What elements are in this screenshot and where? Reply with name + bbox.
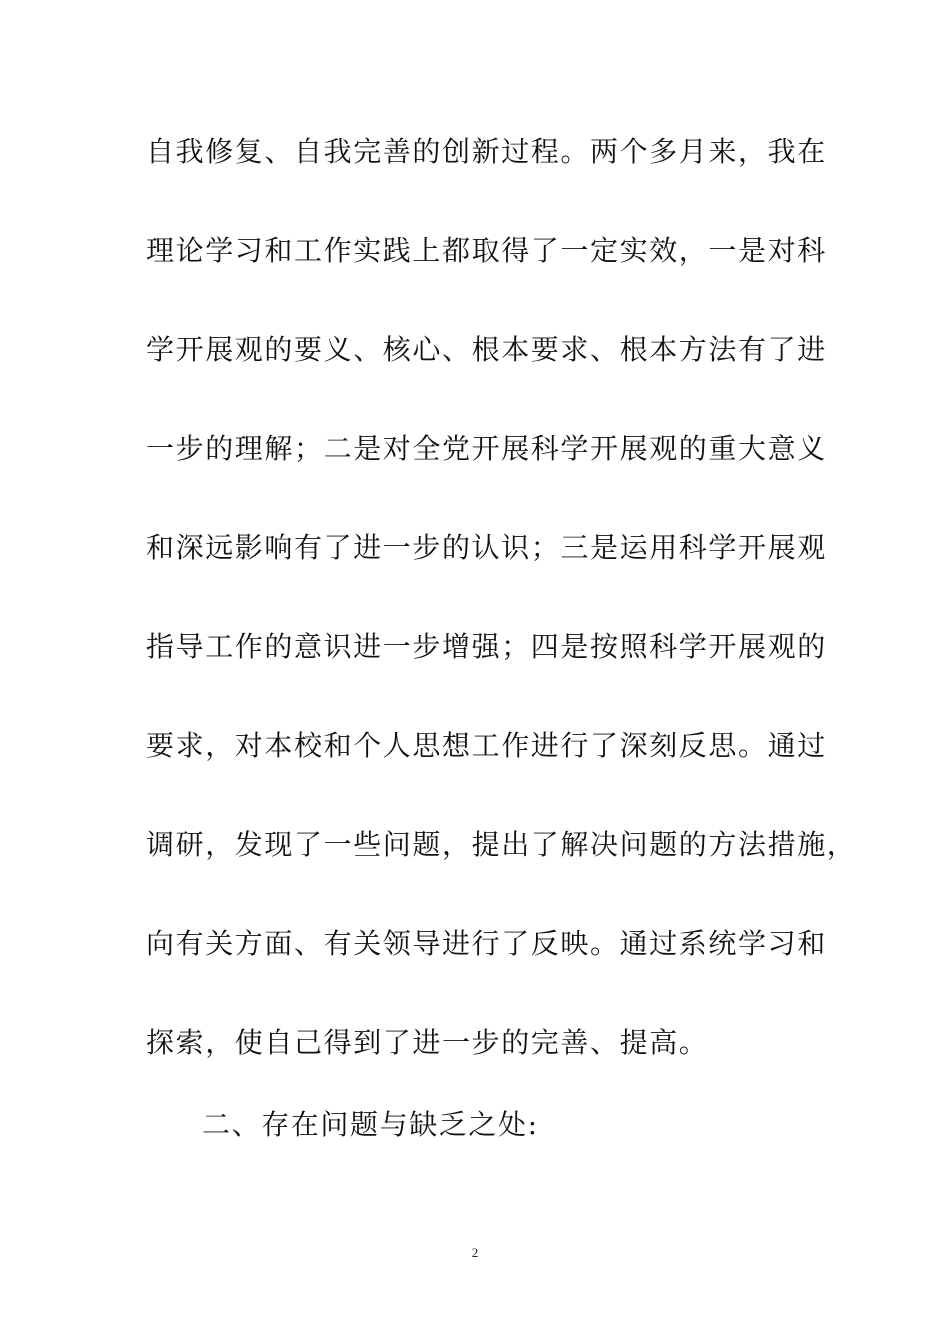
body-text-line-4: 一步的理解；二是对全党开展科学开展观的重大意义 (146, 432, 827, 465)
page-number: 2 (471, 1245, 479, 1260)
body-text-line-2: 理论学习和工作实践上都取得了一定实效，一是对科 (146, 234, 827, 267)
body-text-line-9: 向有关方面、有关领导进行了反映。通过系统学习和 (146, 927, 827, 960)
body-text-line-6: 指导工作的意识进一步增强；四是按照科学开展观的 (146, 630, 827, 663)
body-text-line-7: 要求，对本校和个人思想工作进行了深刻反思。通过 (146, 729, 827, 762)
body-text-line-5: 和深远影响有了进一步的认识；三是运用科学开展观 (146, 531, 827, 564)
body-text-line-8: 调研，发现了一些问题，提出了解决问题的方法措施， (146, 828, 857, 861)
body-text-line-10: 探索，使自己得到了进一步的完善、提高。 (146, 1026, 709, 1059)
body-text-line-1: 自我修复、自我完善的创新过程。两个多月来，我在 (146, 135, 827, 168)
body-text-line-3: 学开展观的要义、核心、根本要求、根本方法有了进 (146, 333, 827, 366)
section-heading: 二、存在问题与缺乏之处: (202, 1108, 539, 1141)
